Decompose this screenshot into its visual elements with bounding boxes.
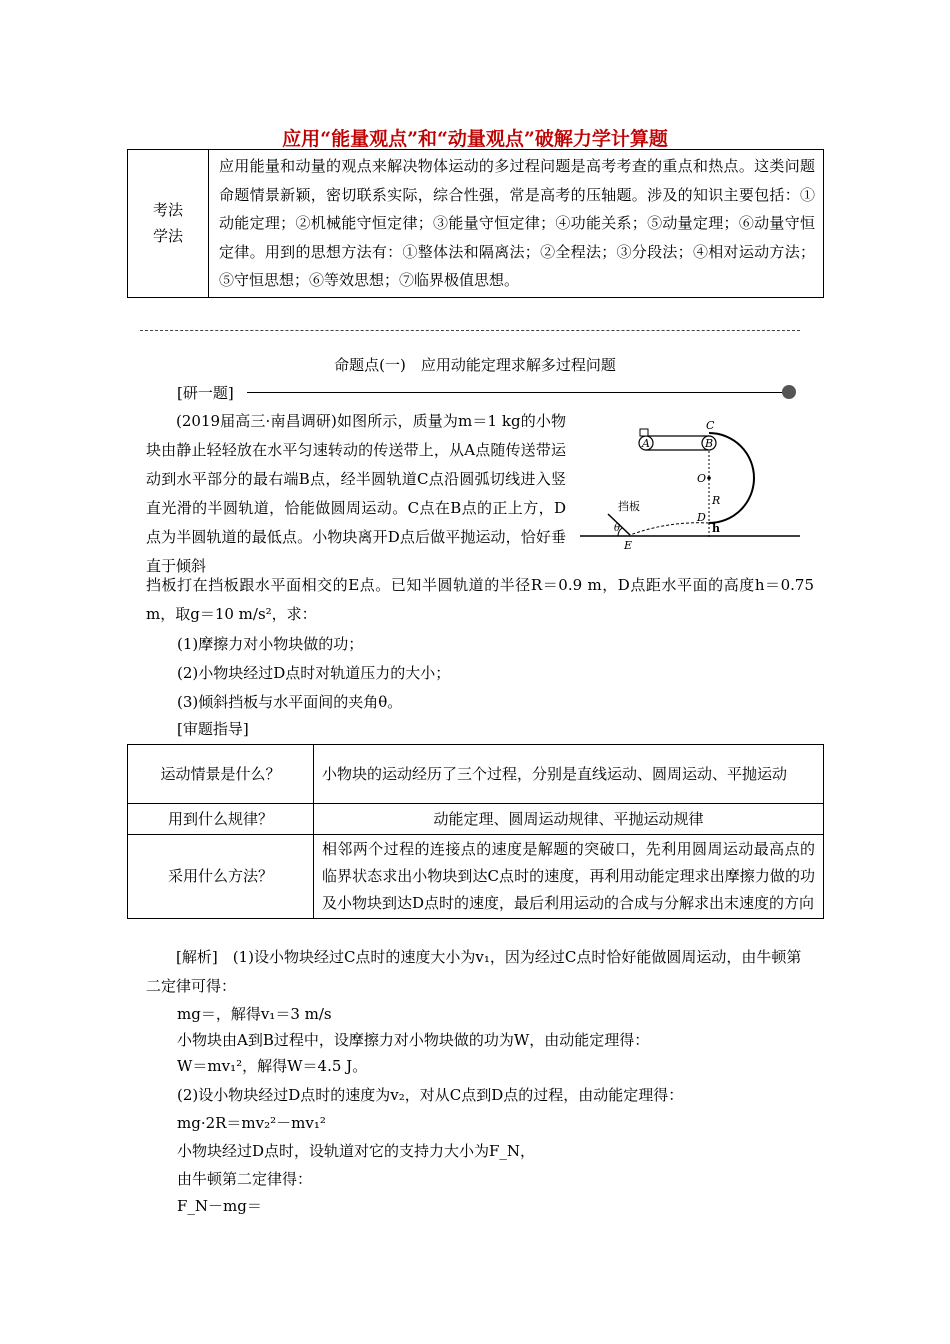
intro-text: 应用能量和动量的观点来解决物体运动的多过程问题是高考考查的重点和热点。这类问题命题情景新颖，密切联系实际，综合性强，常是高考的压轴题。涉及的知识主要包括：①动能定理；②机械能守恒定律；③能量守恒定律；④功能关系；⑤动量定理；⑥动量守恒定律。用到的思想方法有：①整体法和隔离法；②全程法；③分段法；④相对运动方法；⑤守恒思想；⑥等效思想；⑦临界极值思想。 — [209, 150, 824, 298]
label-E: E — [624, 539, 633, 552]
problem-paragraph-2: 挡板打在挡板跟水平面相交的E点。已知半圆轨道的半径R＝0.9 m，D点距水平面的高度h＝0.75 m，取g＝10 m/s²，求： — [146, 576, 814, 623]
problem-paragraph-1: (2019届高三·南昌调研)如图所示，质量为m＝1 kg的小物块由静止轻轻放在水平匀速转动的传送带上，从A点随传送带运动到水平部分的最右端B点，经半圆轨道C点沿圆弧切线进入竖直光滑的半圆轨道，恰能做圆周运动。C点在B点的正上方，D点为半圆轨道的最低点。小物块离开D点后做平抛运动，恰好垂直于倾斜 — [146, 412, 566, 575]
table-row — [128, 745, 824, 804]
guide-table — [127, 744, 824, 919]
dashed-divider — [140, 330, 800, 332]
guide-q-2: 用到什么规律？ — [128, 804, 314, 835]
intro-label-1: 考法 — [152, 201, 183, 220]
yan-header — [177, 382, 797, 403]
label-B: B — [705, 437, 714, 450]
intro-label-2: 学法 — [152, 227, 183, 246]
solution-6: mg·2R＝mv₂²－mv₁² — [177, 1114, 326, 1132]
guide-q-1: 运动情景是什么？ — [128, 745, 314, 804]
yan-rule — [247, 392, 787, 393]
solution-3: 小物块由A到B过程中，设摩擦力对小物块做的功为W，由动能定理得： — [177, 1031, 650, 1049]
yan-dot-icon — [782, 385, 796, 399]
label-h: h — [712, 522, 720, 535]
question-2: (2)小物块经过D点时对轨道压力的大小； — [177, 664, 451, 682]
section-title: 命题点(一) 应用动能定理求解多过程问题 — [334, 356, 616, 374]
yan-label: [研一题] — [177, 384, 234, 402]
label-board: 挡板 — [618, 500, 640, 513]
solution-9: F_N－mg＝ — [177, 1197, 262, 1215]
solution-8: 由牛顿第二定律得： — [177, 1170, 313, 1188]
guide-a-2: 动能定理、圆周运动规律、平抛运动规律 — [314, 804, 824, 835]
question-3: (3)倾斜挡板与水平面间的夹角θ。 — [177, 693, 403, 711]
question-1: (1)摩擦力对小物块做的功； — [177, 635, 364, 653]
guide-a-1: 小物块的运动经历了三个过程，分别是直线运动、圆周运动、平抛运动 — [314, 745, 824, 804]
guide-q-3: 采用什么方法？ — [128, 835, 314, 919]
table-row — [128, 835, 824, 919]
physics-figure — [578, 418, 803, 553]
solution-7: 小物块经过D点时，设轨道对它的支持力大小为F_N， — [177, 1142, 536, 1160]
center-point — [707, 476, 711, 480]
intro-label-cell — [128, 150, 209, 298]
page-title: 应用“能量观点”和“动量观点”破解力学计算题 — [282, 128, 668, 150]
label-R: R — [712, 494, 721, 507]
intro-table — [127, 149, 824, 298]
label-A: A — [642, 437, 650, 450]
label-theta: θ — [614, 523, 621, 534]
solution-1: [解析] (1)设小物块经过C点时的速度大小为v₁，因为经过C点时恰好能做圆周运动，由牛顿第二定律可得： — [146, 948, 802, 995]
block — [640, 429, 648, 436]
label-C: C — [706, 419, 715, 432]
label-D: D — [697, 511, 706, 524]
guide-a-3: 相邻两个过程的连接点的速度是解题的突破口，先利用圆周运动最高点的临界状态求出小物块到达C点时的速度，再利用动能定理求出摩擦力做的功及小物块到达D点时的速度，最后利用运动的合成与分解求出末速度的方向 — [314, 835, 824, 919]
table-row — [128, 804, 824, 835]
guide-label: [审题指导] — [177, 720, 249, 738]
solution-4: W＝mv₁²，解得W＝4.5 J。 — [177, 1057, 368, 1075]
solution-2: mg＝，解得v₁＝3 m/s — [177, 1005, 332, 1023]
label-O: O — [697, 472, 707, 485]
solution-5: (2)设小物块经过D点时的速度为v₂，对从C点到D点的过程，由动能定理得： — [177, 1086, 684, 1104]
